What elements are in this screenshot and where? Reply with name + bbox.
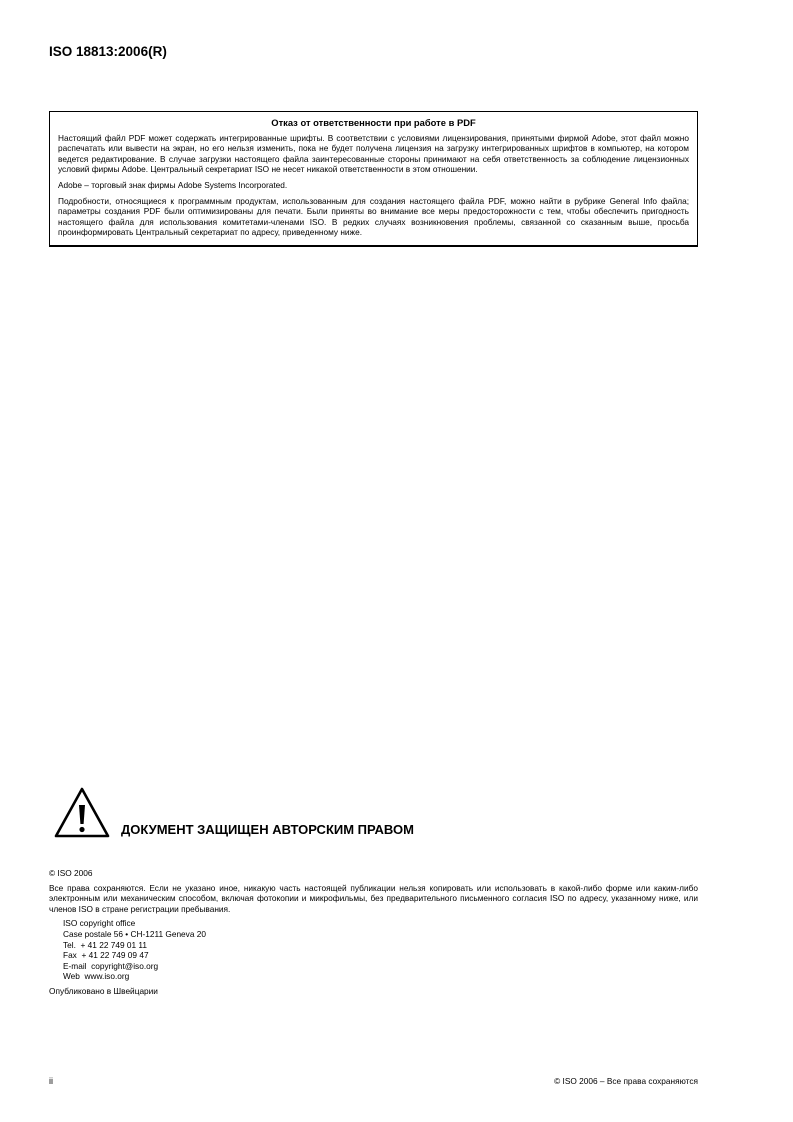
pdf-disclaimer-box bbox=[49, 111, 698, 247]
disclaimer-paragraph: Настоящий файл PDF может содержать интегрированные шрифты. В соответствии с условиями лицензирования, принятыми фирмой Adobe, этот файл можно распечатать или вывести на экран, но его нельзя изменить, пока не будет получена лицензия на загрузку интегрированных шрифтов в компьютер, на котором ведется редактирование. В случае загрузки настоящего файла заинтересованные стороны принимают на себя ответственность за соблюдение лицензионных условий фирмы Adobe. Центральный секретариат ISO не несет никакой ответственности в этом отношении. bbox=[58, 132, 689, 175]
copyright-year: © ISO 2006 bbox=[49, 868, 93, 878]
disclaimer-paragraph: Подробности, относящиеся к программным продуктам, использованным для создания настоящего файла PDF, можно найти в рубрике General Info файла; параметры создания PDF были оптимизированы для печати. Были приняты во внимание все меры предосторожности с тем, чтобы обеспечить пригодность настоящего файла для использования комитетами-членами ISO. В редких случаях возникновения проблемы, связанной со сказанным выше, просьба проинформировать Центральный секретариат по адресу, приведенному ниже. bbox=[58, 195, 689, 238]
address-line: E-mail copyright@iso.org bbox=[63, 960, 159, 971]
copyright-section bbox=[49, 868, 698, 997]
published-in: Опубликовано в Швейцарии bbox=[49, 985, 158, 996]
address-line: Fax + 41 22 749 09 47 bbox=[63, 950, 149, 961]
address-line: ISO copyright office bbox=[63, 918, 136, 929]
address-line: Tel. + 41 22 749 01 11 bbox=[63, 939, 148, 950]
document-id: ISO 18813:2006(R) bbox=[49, 44, 167, 59]
footer-copyright: © ISO 2006 – Все права сохраняются bbox=[554, 1076, 698, 1086]
address-line: Web www.iso.org bbox=[63, 971, 130, 982]
address-line: Case postale 56 • CH-1211 Geneva 20 bbox=[63, 928, 206, 939]
page-number: ii bbox=[49, 1076, 53, 1086]
copyright-notice-heading: ДОКУМЕНТ ЗАЩИЩЕН АВТОРСКИМ ПРАВОМ bbox=[121, 822, 414, 837]
warning-triangle-icon bbox=[53, 786, 111, 840]
disclaimer-paragraph: Adobe – торговый знак фирмы Adobe Systems Incorporated. bbox=[58, 179, 288, 190]
rights-statement: Все права сохраняются. Если не указано иное, никакую часть настоящей публикации нельзя копировать или использовать в какой-либо форме или каким-либо электронным или механическим способом, включая фотокопии и микрофильмы, без предварительного письменного согласия ISO по адресу, указанному ниже, или членов ISO в стране регистрации пребывания. bbox=[49, 882, 698, 914]
copyright-office-address bbox=[63, 918, 698, 982]
disclaimer-title: Отказ от ответственности при работе в PDF bbox=[271, 117, 476, 128]
